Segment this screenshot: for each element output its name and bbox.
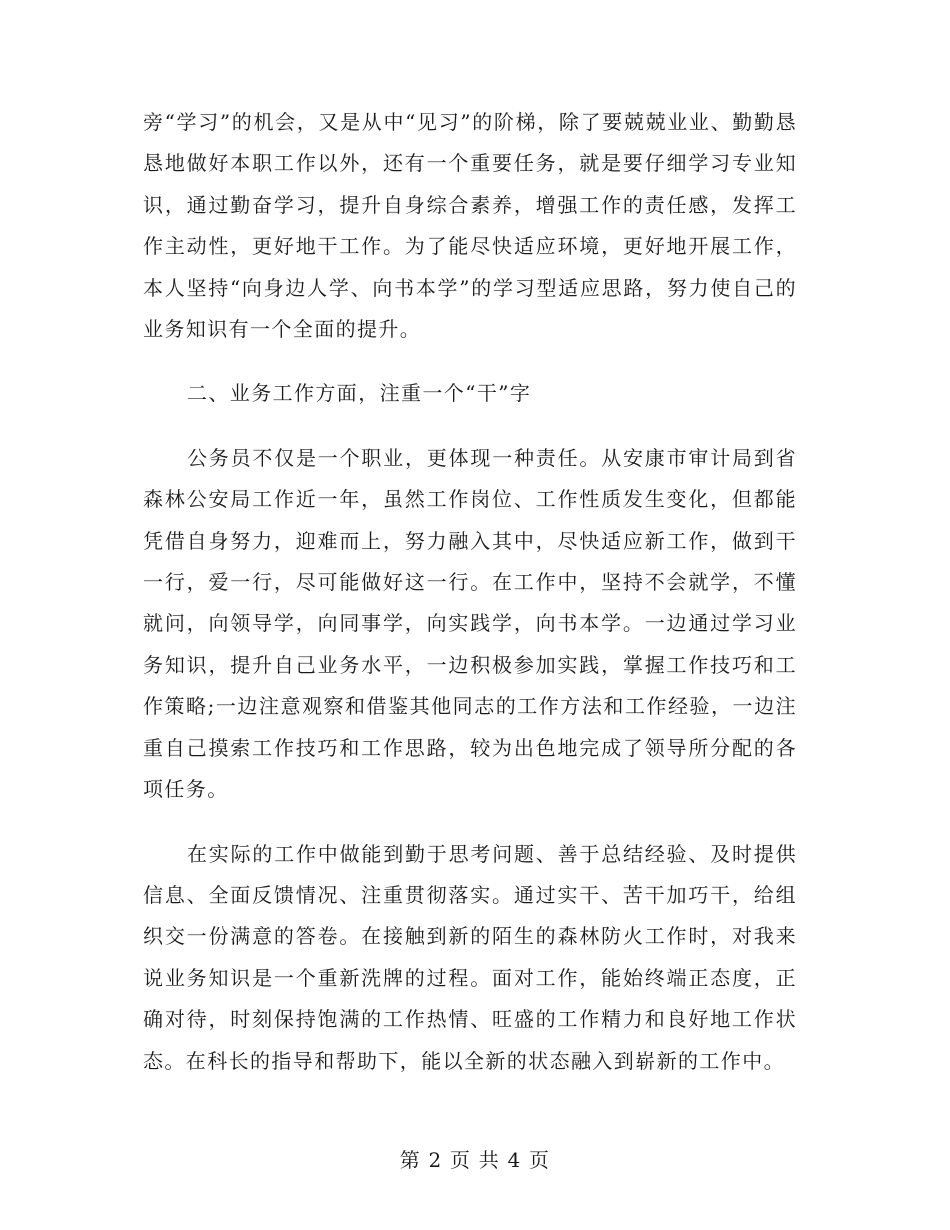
paragraph-continuation: 旁“学习”的机会，又是从中“见习”的阶梯，除了要兢兢业业、勤勤恳恳地做好本职工作以外，还有一个重要任务，就是要仔细学习专业知识，通过勤奋学习，提升自身综合素养，增强工作的责任感，发挥工作主动性，更好地干工作。为了能尽快适应环境，更好地开展工作，本人坚持“向身边人学、向书本学”的学习型适应思路，努力使自己的业务知识有一个全面的提升。 bbox=[143, 110, 797, 342]
paragraph: 公务员不仅是一个职业，更体现一种责任。从安康市审计局到省森林公安局工作近一年，虽然工作岗位、工作性质发生变化，但都能凭借自身努力，迎难而上，努力融入其中，尽快适应新工作，做到干一行，爱一行，尽可能做好这一行。在工作中，坚持不会就学，不懂就问，向领导学，向同事学，向实践学，向书本学。一边通过学习业务知识，提升自己业务水平，一边积极参加实践，掌握工作技巧和工作策略;一边注意观察和借鉴其他同志的工作方法和工作经验，一边注重自己摸索工作技巧和工作思路，较为出色地完成了领导所分配的各项任务。 bbox=[143, 445, 797, 802]
paragraph: 在实际的工作中做能到勤于思考问题、善于总结经验、及时提供信息、全面反馈情况、注重贯彻落实。通过实干、苦干加巧干，给组织交一份满意的答卷。在接触到新的陌生的森林防火工作时，对我来说业务知识是一个重新洗牌的过程。面对工作，能始终端正态度，正确对待，时刻保持饱满的工作热情、旺盛的工作精力和良好地工作状态。在科长的指导和帮助下，能以全新的状态融入到崭新的工作中。 bbox=[143, 841, 797, 1073]
document-body bbox=[143, 102, 797, 1082]
page-number-footer: 第 2 页 共 4 页 bbox=[399, 1148, 551, 1172]
section-heading: 二、业务工作方面，注重一个“干”字 bbox=[187, 381, 532, 406]
